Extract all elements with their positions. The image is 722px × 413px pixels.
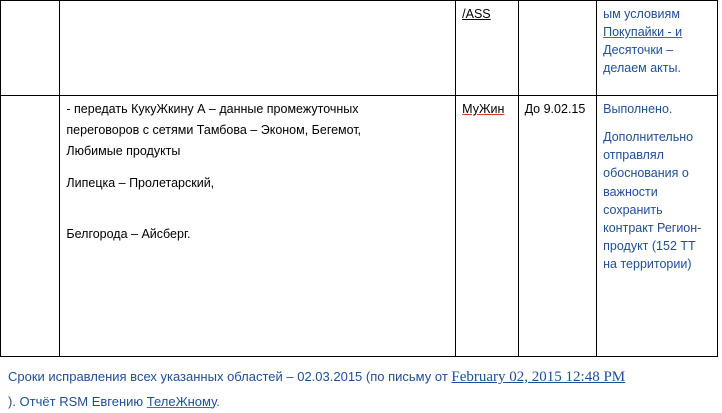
status-line: Десяточки – xyxy=(603,43,674,58)
task-line: - передать КукуЖкину А – данные промежуточных xyxy=(66,102,359,116)
footer-line-2 xyxy=(8,391,714,413)
responsible-name: МуЖин xyxy=(462,102,505,116)
status-word-pokupayki: Покупайки - и xyxy=(603,25,683,40)
task-line: переговоров с сетями Тамбова – Эконом, Бегемот, xyxy=(66,123,362,138)
table-row xyxy=(1,1,718,96)
status-line: Выполнено. xyxy=(603,102,673,116)
footer-recipient: ТелеЖному xyxy=(146,393,217,409)
cell-status xyxy=(597,96,718,357)
footer-text-lead: Сроки исправления всех указанных областей – 02.03.2015 (по письму от xyxy=(8,369,452,384)
cell-task xyxy=(60,1,456,96)
footer-date: February 02, 2015 12:48 PM xyxy=(451,369,626,385)
responsible-name: /ASS xyxy=(462,7,491,21)
cell-task xyxy=(60,96,456,357)
status-line: делаем акты. xyxy=(603,61,681,76)
status-line xyxy=(603,23,711,41)
cell-responsible xyxy=(456,1,518,96)
cell-date: До 9.02.15 xyxy=(518,96,597,357)
footer-text-tail: ). Отчёт RSM Евгению xyxy=(8,393,147,409)
task-line: Любимые продукты xyxy=(66,144,181,159)
task-line: Белгорода – Айсберг. xyxy=(66,226,191,241)
status-line: ым условиям xyxy=(603,7,680,21)
status-line: Дополнительно отправлял обоснования о важности сохранить контракт Регион-продукт (152 ТТ на территории) xyxy=(603,130,702,271)
cell-number xyxy=(1,96,60,357)
task-line: Липецка – Пролетарский, xyxy=(66,176,215,191)
footer-note xyxy=(0,357,722,413)
cell-number xyxy=(1,1,60,96)
cell-date xyxy=(518,1,597,96)
footer-line-1 xyxy=(8,365,714,391)
table-row xyxy=(1,96,718,357)
cell-responsible xyxy=(456,96,518,357)
footer-text-end: . xyxy=(216,393,220,409)
cell-status xyxy=(597,1,718,96)
